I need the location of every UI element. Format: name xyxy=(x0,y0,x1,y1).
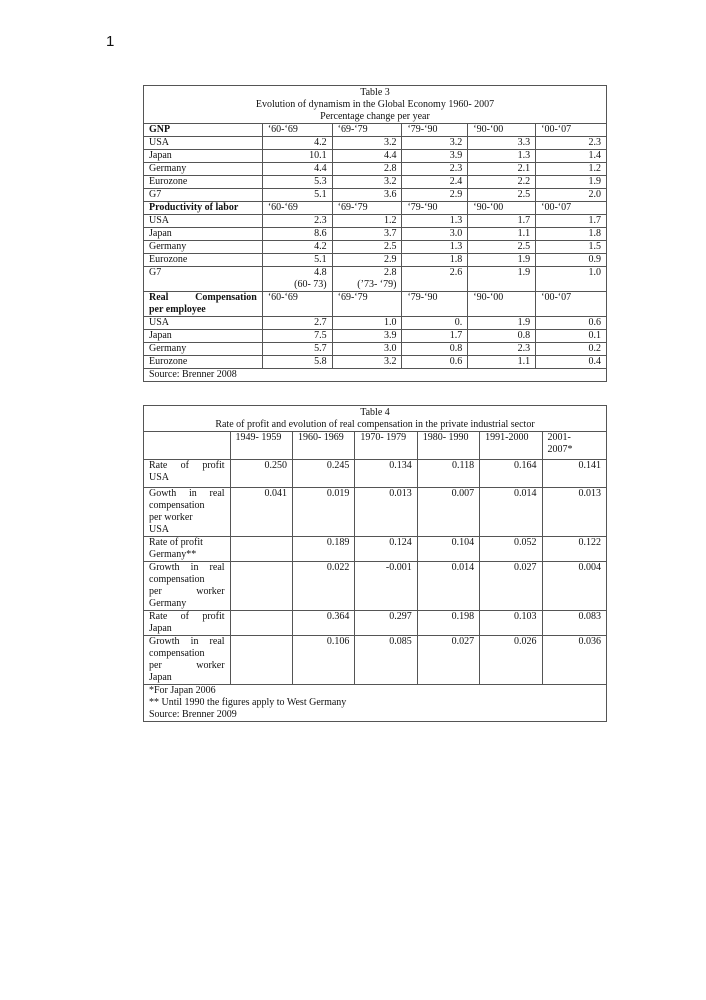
cell-value: 2.7 xyxy=(262,317,332,330)
cell-value: 2.3 xyxy=(536,137,607,150)
cell-value: 3.2 xyxy=(402,137,468,150)
period-header: 1980- 1990 xyxy=(417,432,479,460)
table-row xyxy=(144,369,607,382)
row-label: Japan xyxy=(144,228,263,241)
row-label xyxy=(144,636,231,685)
row-label-line: compensation xyxy=(149,574,205,585)
cell-value: 1.3 xyxy=(468,150,536,163)
cell-value: 0.9 xyxy=(536,254,607,267)
cell-value: 0.122 xyxy=(542,537,607,562)
period-header: ‘00-‘07 xyxy=(536,292,607,317)
cell-value: 0.189 xyxy=(292,537,354,562)
cell-value: 0.083 xyxy=(542,611,607,636)
cell-value: 1.9 xyxy=(536,176,607,189)
period-header: ‘69-‘79 xyxy=(332,292,402,317)
cell-value: 0.1 xyxy=(536,330,607,343)
section-header-compensation xyxy=(144,292,263,317)
cell-value: 0.134 xyxy=(355,460,417,488)
period-header: ‘00-‘07 xyxy=(536,124,607,137)
cell-value: 3.2 xyxy=(332,137,402,150)
cell-value: 2.4 xyxy=(402,176,468,189)
table-4-source: Source: Brenner 2009 xyxy=(149,709,237,720)
cell-value: 0.004 xyxy=(542,562,607,611)
cell-value: 2.6 xyxy=(402,267,468,292)
period-header: ‘69-‘79 xyxy=(332,202,402,215)
row-label: Germany xyxy=(144,163,263,176)
table-row xyxy=(144,432,607,460)
cell-value: 2.3 xyxy=(468,343,536,356)
table-4-caption: Table 4 xyxy=(360,407,390,418)
cell-value: 3.7 xyxy=(332,228,402,241)
table-row xyxy=(144,343,607,356)
row-label: Germany xyxy=(144,343,263,356)
cell-value: 4.2 xyxy=(262,241,332,254)
cell-value: 0.4 xyxy=(536,356,607,369)
period-header: 1970- 1979 xyxy=(355,432,417,460)
cell-value: 4.2 xyxy=(262,137,332,150)
table-row xyxy=(144,317,607,330)
cell-value xyxy=(230,636,292,685)
cell-note: (’73- ‘79) xyxy=(357,279,397,290)
cell-value: 0.027 xyxy=(417,636,479,685)
cell-value: 0.036 xyxy=(542,636,607,685)
table-3-subtitle: Percentage change per year xyxy=(320,111,430,122)
section-header-gnp: GNP xyxy=(144,124,263,137)
cell-value: 1.2 xyxy=(332,215,402,228)
table-row xyxy=(144,137,607,150)
period-header: ‘90-‘00 xyxy=(468,292,536,317)
table-row xyxy=(144,636,607,685)
table-row xyxy=(144,124,607,137)
cell-value: 0.8 xyxy=(402,343,468,356)
table-row xyxy=(144,685,607,722)
table-4-title-cell xyxy=(144,406,607,432)
row-label xyxy=(144,460,231,488)
cell-value: 0.026 xyxy=(480,636,542,685)
row-label xyxy=(144,488,231,537)
period-header: ‘90-‘00 xyxy=(468,202,536,215)
section-header-word: Compensation xyxy=(195,292,257,303)
cell-value xyxy=(230,537,292,562)
row-label: Eurozone xyxy=(144,356,263,369)
period-header: ‘60-‘69 xyxy=(262,124,332,137)
row-label-line: per worker xyxy=(149,660,225,671)
cell-value: 1.9 xyxy=(468,317,536,330)
table-row xyxy=(144,537,607,562)
section-header-word: per employee xyxy=(149,304,206,315)
row-label-line: per worker xyxy=(149,512,193,523)
cell-value: 0.364 xyxy=(292,611,354,636)
period-header: 1960- 1969 xyxy=(292,432,354,460)
period-header-line: 2007* xyxy=(547,444,573,455)
cell-value: 2.5 xyxy=(468,241,536,254)
cell-value: 1.3 xyxy=(402,215,468,228)
period-header: 1949- 1959 xyxy=(230,432,292,460)
table-4 xyxy=(143,405,607,722)
cell-value: 0.013 xyxy=(355,488,417,537)
row-label: Japan xyxy=(144,150,263,163)
cell-value: 0.014 xyxy=(417,562,479,611)
period-header: 1991-2000 xyxy=(480,432,542,460)
cell-value: 2.3 xyxy=(262,215,332,228)
cell-value: 0.085 xyxy=(355,636,417,685)
cell-value: 0.106 xyxy=(292,636,354,685)
cell-value: 1.7 xyxy=(468,215,536,228)
cell-value: 0.013 xyxy=(542,488,607,537)
table-row xyxy=(144,176,607,189)
cell-value xyxy=(262,267,332,292)
cell-value: 3.9 xyxy=(332,330,402,343)
table-row xyxy=(144,460,607,488)
cell-value: 5.7 xyxy=(262,343,332,356)
row-label xyxy=(144,537,231,562)
cell-value: 0.014 xyxy=(480,488,542,537)
row-label-line: USA xyxy=(149,524,170,535)
footnote: *For Japan 2006 xyxy=(149,685,216,696)
cell-value-main: 2.8 xyxy=(383,267,397,278)
cell-value xyxy=(230,611,292,636)
section-header-word: Real xyxy=(149,292,169,303)
cell-value: 0.8 xyxy=(468,330,536,343)
cell-value: 0.027 xyxy=(480,562,542,611)
row-label: Eurozone xyxy=(144,176,263,189)
table-row xyxy=(144,562,607,611)
cell-value: 1.9 xyxy=(468,267,536,292)
period-header: ‘79-‘90 xyxy=(402,202,468,215)
period-header-line: 2001- xyxy=(547,432,571,443)
row-label-line: Growth in real xyxy=(149,562,225,573)
cell-value-main: 4.8 xyxy=(314,267,327,278)
cell-value: 2.2 xyxy=(468,176,536,189)
cell-value: 0.103 xyxy=(480,611,542,636)
cell-value: 4.4 xyxy=(332,150,402,163)
cell-value: 3.6 xyxy=(332,189,402,202)
row-label: USA xyxy=(144,137,263,150)
cell-value: 0.198 xyxy=(417,611,479,636)
period-header: ‘79-‘90 xyxy=(402,292,468,317)
row-label-line: Japan xyxy=(149,672,172,683)
cell-value: 1.0 xyxy=(332,317,402,330)
cell-value: 2.5 xyxy=(332,241,402,254)
cell-value: 0.041 xyxy=(230,488,292,537)
cell-value: 0.245 xyxy=(292,460,354,488)
cell-value: 3.2 xyxy=(332,356,402,369)
table-3 xyxy=(143,85,607,382)
row-label-line: USA xyxy=(149,472,170,483)
period-header: ‘90-‘00 xyxy=(468,124,536,137)
cell-value: 0.297 xyxy=(355,611,417,636)
table-row xyxy=(144,488,607,537)
cell-value: 1.1 xyxy=(468,228,536,241)
cell-value: 3.3 xyxy=(468,137,536,150)
cell-value: 0.019 xyxy=(292,488,354,537)
row-label-line: per worker xyxy=(149,586,225,597)
row-label-line: Germany** xyxy=(149,549,197,560)
row-label: Japan xyxy=(144,330,263,343)
cell-value: 3.2 xyxy=(332,176,402,189)
table-row xyxy=(144,254,607,267)
cell-value xyxy=(230,562,292,611)
row-label-line: compensation xyxy=(149,500,205,511)
cell-value: 1.7 xyxy=(402,330,468,343)
row-label: Eurozone xyxy=(144,254,263,267)
cell-value: 0.104 xyxy=(417,537,479,562)
table-row xyxy=(144,215,607,228)
table-row xyxy=(144,189,607,202)
row-label: Germany xyxy=(144,241,263,254)
cell-value: 0.250 xyxy=(230,460,292,488)
cell-value: 0.022 xyxy=(292,562,354,611)
table-row xyxy=(144,611,607,636)
page-number: 1 xyxy=(106,33,115,50)
cell-value: 4.4 xyxy=(262,163,332,176)
cell-value: 2.5 xyxy=(468,189,536,202)
period-header: ‘00-‘07 xyxy=(536,202,607,215)
table-3-caption: Table 3 xyxy=(360,87,390,98)
cell-value: 0. xyxy=(402,317,468,330)
cell-value: 5.1 xyxy=(262,254,332,267)
cell-value: 2.1 xyxy=(468,163,536,176)
cell-value: 5.1 xyxy=(262,189,332,202)
cell-value: 1.2 xyxy=(536,163,607,176)
row-label: USA xyxy=(144,317,263,330)
cell-value: 1.4 xyxy=(536,150,607,163)
row-label-line: Growth in real xyxy=(149,636,225,647)
cell-value: 0.6 xyxy=(536,317,607,330)
cell-value: 7.5 xyxy=(262,330,332,343)
cell-value: -0.001 xyxy=(355,562,417,611)
cell-value: 0.141 xyxy=(542,460,607,488)
row-label-line: Rate of profit xyxy=(149,537,203,548)
cell-note: (60- 73) xyxy=(294,279,327,290)
cell-value: 1.8 xyxy=(536,228,607,241)
cell-value: 0.118 xyxy=(417,460,479,488)
row-label: USA xyxy=(144,215,263,228)
table-row xyxy=(144,163,607,176)
cell-value: 0.6 xyxy=(402,356,468,369)
period-header: ‘60-‘69 xyxy=(262,292,332,317)
cell-value: 3.0 xyxy=(332,343,402,356)
cell-value: 1.1 xyxy=(468,356,536,369)
table-4-title: Rate of profit and evolution of real compensation in the private industrial sector xyxy=(215,419,535,430)
cell-value: 8.6 xyxy=(262,228,332,241)
cell-value: 2.8 xyxy=(332,163,402,176)
cell-value: 0.2 xyxy=(536,343,607,356)
table-row xyxy=(144,150,607,163)
cell-value: 5.3 xyxy=(262,176,332,189)
row-label-line: Japan xyxy=(149,623,172,634)
row-label: G7 xyxy=(144,267,263,292)
table-3-title: Evolution of dynamism in the Global Economy 1960- 2007 xyxy=(255,99,495,110)
table-row xyxy=(144,228,607,241)
cell-value: 1.7 xyxy=(536,215,607,228)
cell-value: 0.052 xyxy=(480,537,542,562)
row-label-line: compensation xyxy=(149,648,205,659)
period-header: ‘60-‘69 xyxy=(262,202,332,215)
cell-value: 5.8 xyxy=(262,356,332,369)
table-4-notes xyxy=(144,685,607,722)
cell-value: 1.5 xyxy=(536,241,607,254)
corner-cell xyxy=(144,432,231,460)
period-header: ‘69-‘79 xyxy=(332,124,402,137)
row-label-line: Rate of profit xyxy=(149,611,225,622)
section-header-productivity: Productivity of labor xyxy=(144,202,263,215)
table-row xyxy=(144,330,607,343)
period-header xyxy=(542,432,607,460)
cell-value: 2.0 xyxy=(536,189,607,202)
row-label-line: Germany xyxy=(149,598,187,609)
table-3-source: Source: Brenner 2008 xyxy=(144,369,607,382)
cell-value: 1.8 xyxy=(402,254,468,267)
cell-value: 1.9 xyxy=(468,254,536,267)
cell-value: 10.1 xyxy=(262,150,332,163)
cell-value: 0.164 xyxy=(480,460,542,488)
table-row xyxy=(144,292,607,317)
row-label xyxy=(144,562,231,611)
cell-value: 0.124 xyxy=(355,537,417,562)
table-row xyxy=(144,356,607,369)
cell-value: 1.0 xyxy=(536,267,607,292)
cell-value: 2.9 xyxy=(402,189,468,202)
cell-value: 2.9 xyxy=(332,254,402,267)
table-3-title-cell xyxy=(144,86,607,124)
period-header: ‘79-‘90 xyxy=(402,124,468,137)
table-row xyxy=(144,202,607,215)
table-row xyxy=(144,241,607,254)
cell-value: 3.0 xyxy=(402,228,468,241)
cell-value: 0.007 xyxy=(417,488,479,537)
row-label: G7 xyxy=(144,189,263,202)
cell-value: 1.3 xyxy=(402,241,468,254)
cell-value: 3.9 xyxy=(402,150,468,163)
row-label-line: Rate of profit xyxy=(149,460,225,471)
cell-value xyxy=(332,267,402,292)
footnote: ** Until 1990 the figures apply to West Germany xyxy=(149,697,347,708)
row-label-line: Gowth in real xyxy=(149,488,225,499)
table-row xyxy=(144,267,607,292)
cell-value: 2.3 xyxy=(402,163,468,176)
row-label xyxy=(144,611,231,636)
